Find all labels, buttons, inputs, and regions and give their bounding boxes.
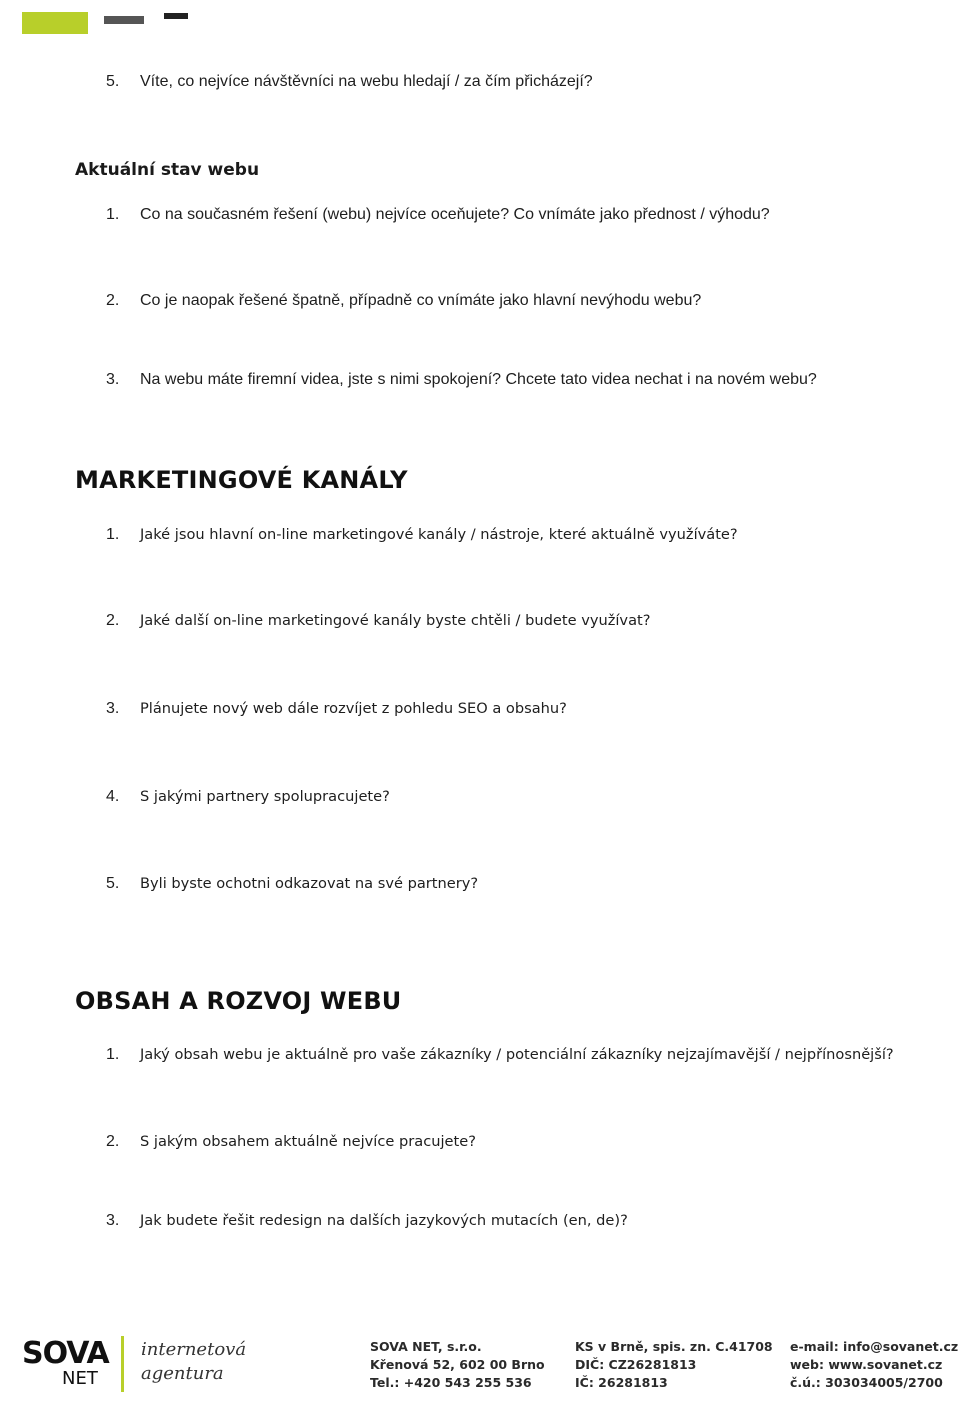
question-text: Jaké jsou hlavní on-line marketingové kanály / nástroje, které aktuálně využíváte? (140, 526, 738, 543)
section-subtitle: Aktuální stav webu (75, 160, 260, 180)
question-item (106, 525, 738, 545)
footer-line: IČ: 26281813 (575, 1375, 668, 1390)
question-text: S jakými partnery spolupracujete? (140, 788, 390, 805)
question-text: Byli byste ochotni odkazovat na své partnery? (140, 875, 479, 892)
question-number: 1. (106, 1046, 120, 1063)
question-item (106, 370, 817, 390)
company-logo-sub: NET (62, 1368, 98, 1389)
question-text: Jaký obsah webu je aktuálně pro vaše zákazníky / potenciální zákazníky nejzajímavější / nejpřínosnější? (140, 1046, 894, 1063)
question-item (106, 1132, 476, 1152)
footer-line: č.ú.: 303034005/2700 (790, 1375, 943, 1390)
header-dark-bar (104, 16, 144, 24)
company-logo: SOVA (22, 1336, 109, 1371)
question-item (106, 874, 478, 894)
question-item (106, 72, 593, 92)
footer-line: SOVA NET, s.r.o. (370, 1339, 482, 1354)
header-accent-bar (22, 12, 88, 34)
question-item (106, 1045, 894, 1065)
footer-web[interactable]: web: www.sovanet.cz (790, 1357, 943, 1372)
question-text: Co je naopak řešené špatně, případně co vnímáte jako hlavní nevýhodu webu? (140, 292, 702, 309)
logo-divider (121, 1336, 124, 1392)
question-item (106, 1211, 628, 1231)
footer-line: Tel.: +420 543 255 536 (370, 1375, 532, 1390)
footer-line: KS v Brně, spis. zn. C.41708 (575, 1339, 773, 1354)
question-number: 3. (106, 1212, 120, 1229)
question-item (106, 787, 390, 807)
question-number: 2. (106, 292, 120, 309)
question-number: 1. (106, 526, 120, 543)
question-number: 3. (106, 371, 120, 388)
footer-company-info (370, 1338, 545, 1392)
question-number: 3. (106, 700, 120, 717)
question-number: 2. (106, 612, 120, 629)
question-item (106, 699, 567, 719)
footer-registry-info (575, 1338, 773, 1392)
section-title: OBSAH A ROZVOJ WEBU (75, 987, 402, 1015)
question-number: 5. (106, 73, 120, 90)
question-item (106, 205, 770, 225)
question-text: S jakým obsahem aktuálně nejvíce pracujete? (140, 1133, 476, 1150)
footer-email[interactable]: e-mail: info@sovanet.cz (790, 1339, 959, 1354)
tagline-line-2: agentura (141, 1363, 224, 1384)
header-dark-bar-small (164, 13, 188, 19)
question-text: Jak budete řešit redesign na dalších jazykových mutacích (en, de)? (140, 1212, 628, 1229)
question-number: 4. (106, 788, 120, 805)
question-text: Na webu máte firemní videa, jste s nimi spokojení? Chcete tato videa nechat i na novém webu? (140, 371, 817, 388)
question-text: Jaké další on-line marketingové kanály byste chtěli / budete využívat? (140, 612, 651, 629)
question-number: 5. (106, 875, 120, 892)
footer-line: Křenová 52, 602 00 Brno (370, 1357, 545, 1372)
question-item (106, 611, 650, 631)
question-number: 1. (106, 206, 120, 223)
question-number: 2. (106, 1133, 120, 1150)
question-item (106, 291, 701, 311)
question-text: Víte, co nejvíce návštěvníci na webu hledají / za čím přicházejí? (140, 73, 593, 90)
footer-contact-info (790, 1338, 958, 1392)
question-text: Plánujete nový web dále rozvíjet z pohledu SEO a obsahu? (140, 700, 567, 717)
section-title: MARKETINGOVÉ KANÁLY (75, 466, 408, 494)
tagline-line-1: internetová (141, 1339, 247, 1360)
footer-line: DIČ: CZ26281813 (575, 1357, 697, 1372)
question-text: Co na současném řešení (webu) nejvíce oceňujete? Co vnímáte jako přednost / výhodu? (140, 206, 770, 223)
